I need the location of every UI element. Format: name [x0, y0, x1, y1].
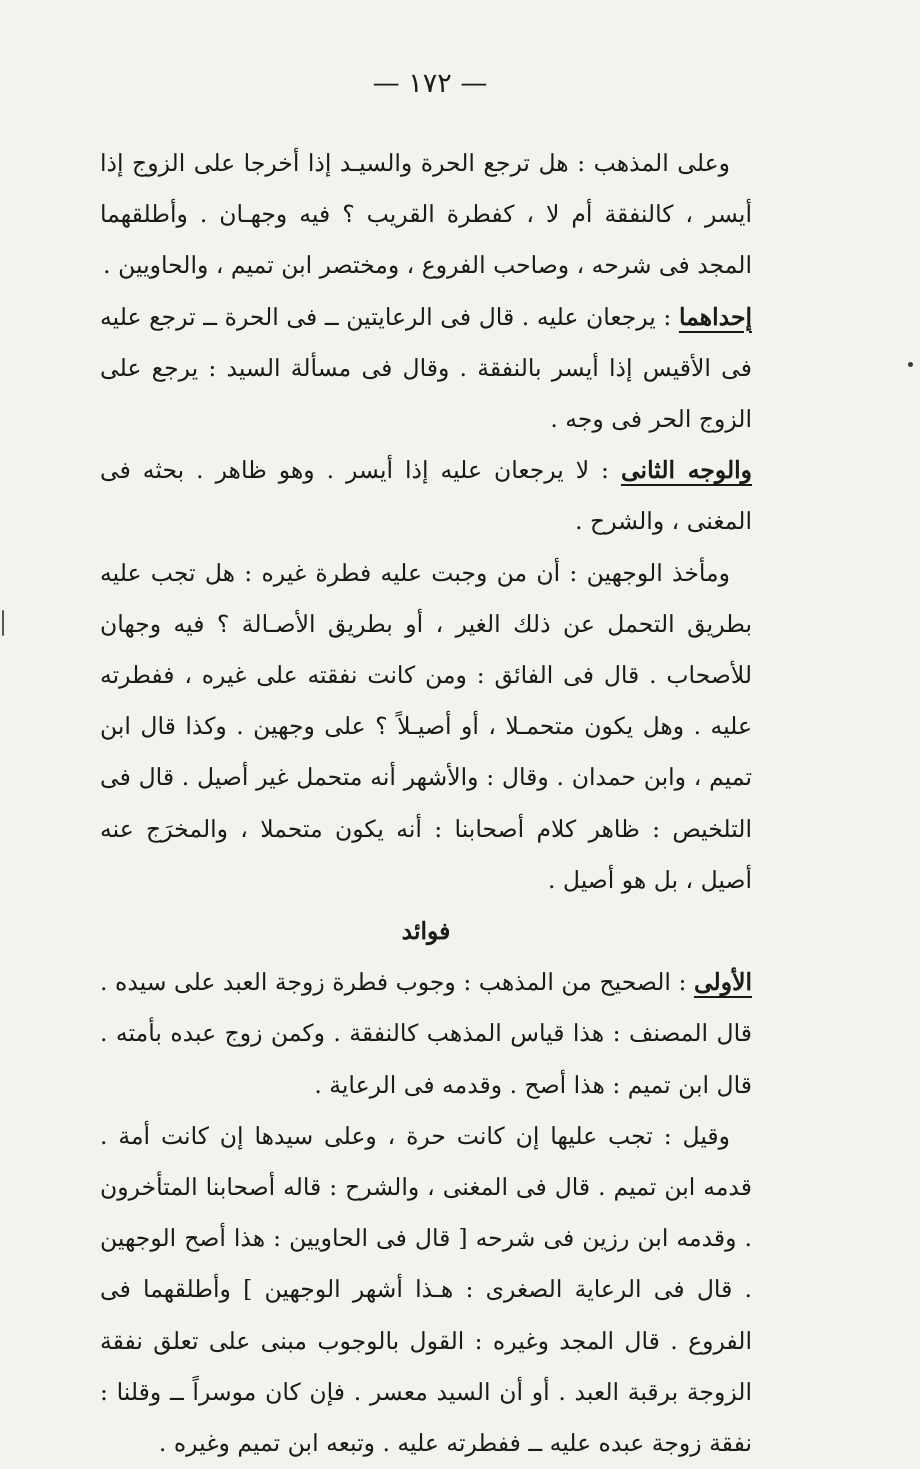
paragraph-lead: والوجه الثانى	[620, 456, 752, 485]
page-number: — ١٧٢ —	[372, 68, 488, 99]
main-text	[100, 138, 752, 1469]
paragraph-text: : لا يرجعان عليه إذا أيسر . وهو ظاهر . بحثه فى المغنى ، والشرح .	[100, 456, 752, 536]
paragraph	[100, 445, 752, 547]
paragraph-text: وقيل : تجب عليها إن كانت حرة ، وعلى سيدها إن كانت أمة . قدمه ابن تميم . قال فى المغنى ، والشرح : قاله أصحابنا المتأخرون . وقدمه ابن رزين فى شرحه [ قال فى الحاويين : هذا أصح الوجهين . قال فى الرعاية الصغرى : هـذا أشهر الوجهين ] وأطلقهما فى الفروع . قال المجد وغيره : القول بالوجوب مبنى على تعلق نفقة الزوجة برقبة العبد . أو أن السيد معسر . فإن كان موسراً ــ وقلنا : نفقة زوجة عبده عليه ــ ففطرته عليه . وتبعه ابن تميم وغيره .	[100, 1121, 752, 1458]
paragraph-text: : يرجعان عليه . قال فى الرعايتين ــ فى الحرة ــ ترجع عليه فى الأقيس إذا أيسر بالنفقة . وقال فى مسألة السيد : يرجع على الزوج الحر فى وجه .	[100, 302, 752, 434]
paragraph	[100, 957, 752, 1111]
paragraph	[100, 292, 752, 446]
paragraph	[100, 138, 752, 292]
paragraph-lead: إحداهما	[678, 302, 752, 331]
paragraph-text: وعلى المذهب : هل ترجع الحرة والسيـد إذا أخرجا على الزوج إذا أيسر ، كالنفقة أم لا ، كفطرة القريب ؟ فيه وجهـان . وأطلقهما المجد فى شرحه ، وصاحب الفروع ، ومختصر ابن تميم ، والحاويين .	[100, 149, 752, 280]
paragraph-text: : الصحيح من المذهب : وجوب فطرة زوجة العبد على سيده . قال المصنف : هذا قياس المذهب كالنفقة . وكمن زوج عبده بأمته . قال ابن تميم : هذا أصح . وقدمه فى الرعاية .	[100, 968, 752, 1099]
paragraph	[100, 1111, 752, 1469]
section-heading: فوائد	[401, 917, 451, 946]
paragraph-lead: الأولى	[693, 968, 752, 997]
paragraph-text: ومأخذ الوجهين : أن من وجبت عليه فطرة غيره : هل تجب عليه بطريق التحمل عن ذلك الغير ، أو بطريق الأصـالة ؟ فيه وجهان للأصحاب . قال فى الفائق : ومن كانت نفقته على غيره ، ففطرته عليه . وهل يكون متحمـلا ، أو أصيـلاً ؟ على وجهين . وكذا قال ابن تميم ، وابن حمدان . وقال : والأشهر أنه متحمل غير أصيل . قال فى التلخيص : ظاهر كلام أصحابنا : أنه يكون متحملا ، والمخرَج عنه أصيل ، بل هو أصيل .	[100, 558, 752, 894]
scan-mark	[2, 610, 4, 636]
paragraph	[100, 548, 752, 906]
scan-mark	[908, 362, 913, 367]
